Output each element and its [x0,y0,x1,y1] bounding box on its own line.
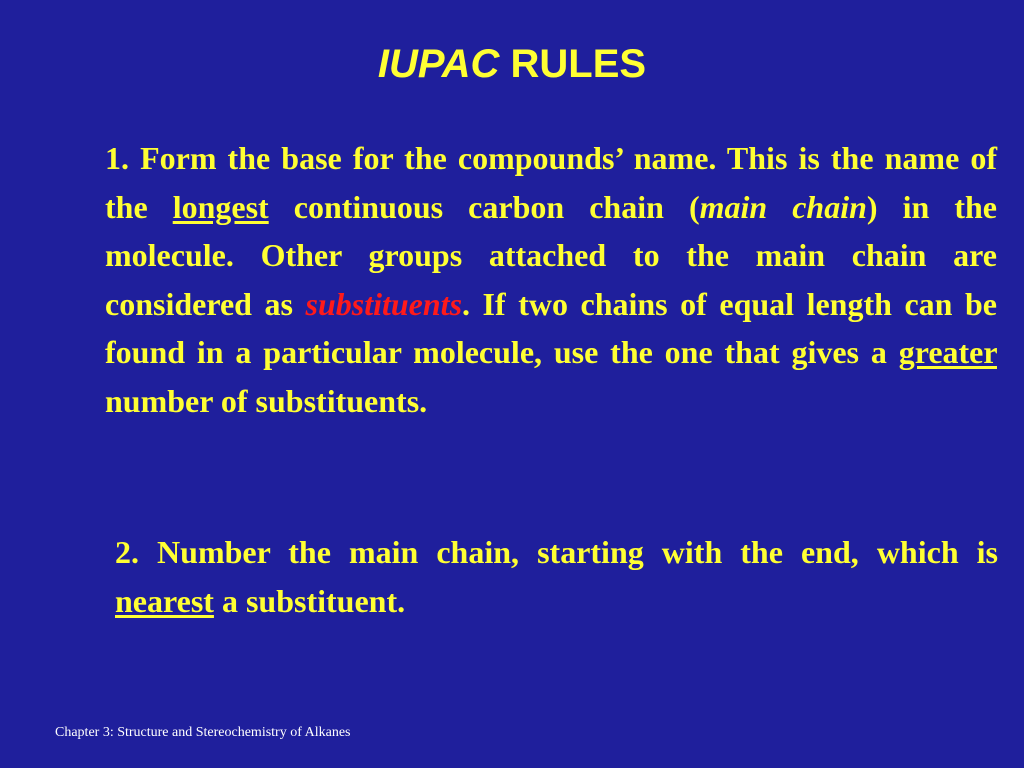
rule-2-lead: 2. Number the main chain, starting with the end, which is [115,534,998,570]
term-main-chain: main chain [699,188,867,225]
slide-footer: Chapter 3: Structure and Stereochemistry of Alkanes [55,725,351,740]
rule-1-tail: number of substituents. [105,382,428,419]
rule-2-paragraph [115,528,998,625]
term-longest: longest [172,188,269,225]
rule-1-lead: 1. Form the base for the compounds’ name. This is the name of the [105,140,997,225]
title-iupac: IUPAC [377,42,500,86]
rule-1-paragraph [105,134,997,425]
slide-title [0,38,1024,90]
rule-2-tail: a substituent. [213,582,406,619]
rule-1-mid2: ) in the molecule. Other groups attached to the main chain are considered as [105,188,998,322]
title-rules: RULES [510,42,647,86]
term-substituents: substituents [305,285,463,322]
term-greater: greater [898,334,997,370]
rule-1-mid1: continuous carbon chain ( [268,188,700,225]
term-nearest: nearest [115,582,214,619]
rule-1-mid3: . If two chains of equal length can be found in a particular molecule, use the one that gives a [105,285,998,370]
